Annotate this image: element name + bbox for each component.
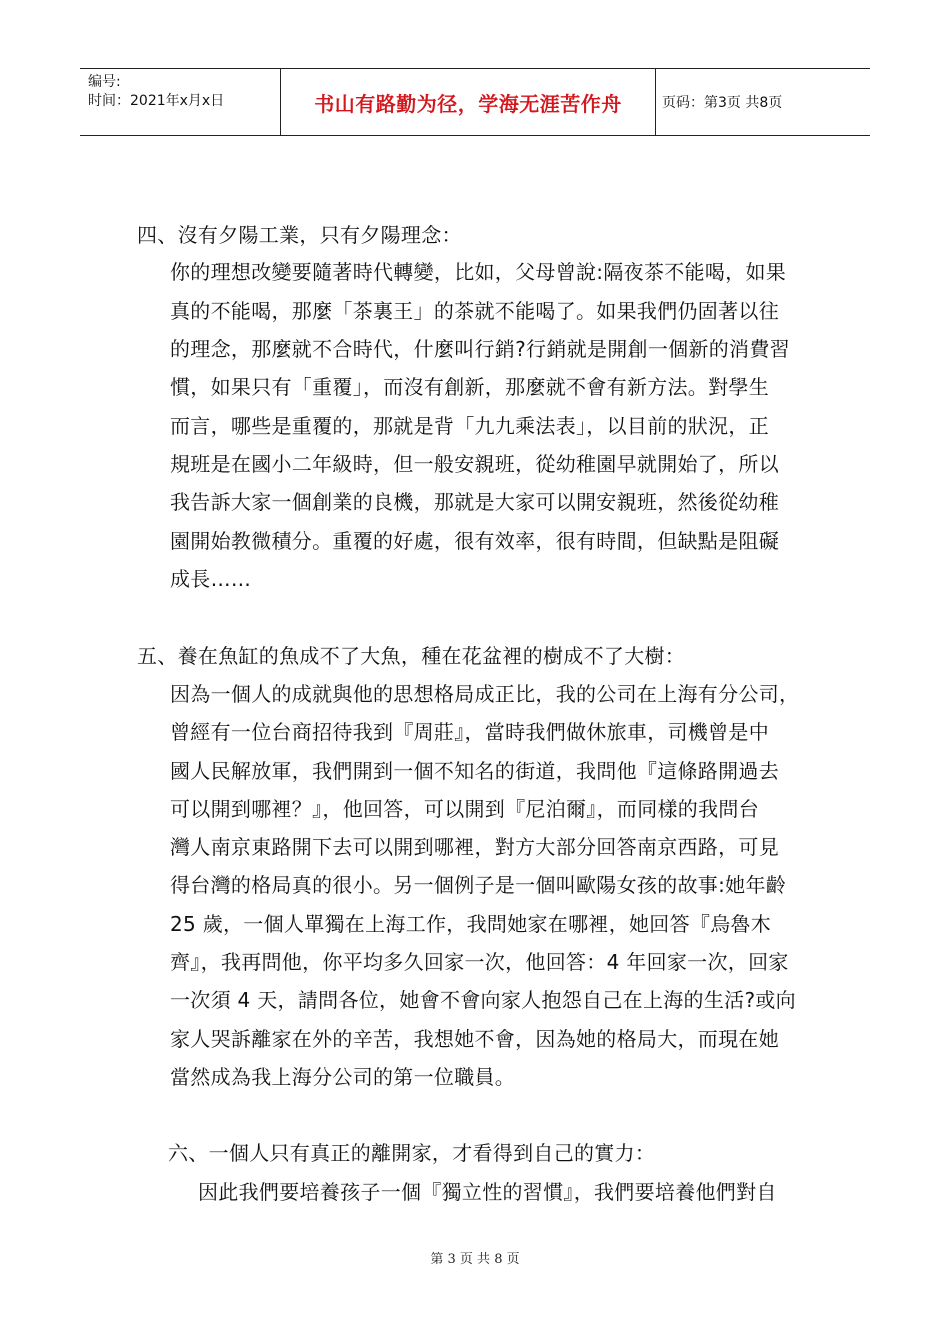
section5-line: 灣人南京東路開下去可以開到哪裡，對方大部分回答南京西路，可見 (170, 835, 779, 859)
section4-line: 園開始教微積分。重覆的好處，很有效率，很有時間，但缺點是阻礙 (170, 529, 779, 553)
section5-line: 因為一個人的成就與他的思想格局成正比，我的公司在上海有分公司， (170, 682, 800, 706)
section4-line: 而言，哪些是重覆的，那就是背「九九乘法表」，以目前的狀況，正 (170, 414, 769, 438)
section4-line: 成長…… (170, 567, 252, 591)
page-header (80, 68, 870, 136)
section4-line: 真的不能喝，那麼「茶裏王」的茶就不能喝了。如果我們仍固著以往 (170, 299, 779, 323)
section4-line: 規班是在國小二年級時，但一般安親班，從幼稚園早就開始了，所以 (170, 452, 779, 476)
section5-heading: 五、養在魚缸的魚成不了大魚，種在花盆裡的樹成不了大樹： (137, 644, 686, 668)
section5-line: 國人民解放軍，我們開到一個不知名的街道，我問他『這條路開過去 (170, 759, 779, 783)
header-page-code: 页码：第3页 共8页 (662, 95, 783, 111)
section4-line: 慣，如果只有「重覆」，而沒有創新，那麼就不會有新方法。對學生 (170, 375, 769, 399)
section4-heading: 四、沒有夕陽工業，只有夕陽理念： (137, 223, 462, 247)
header-meta (80, 69, 281, 135)
section6-heading: 六、一個人只有真正的離開家，才看得到自己的實力： (168, 1141, 656, 1165)
section5-line: 可以開到哪裡？』，他回答，可以開到『尼泊爾』，而同樣的我問台 (170, 797, 759, 821)
section4-line: 我告訴大家一個創業的良機，那就是大家可以開安親班，然後從幼稚 (170, 490, 779, 514)
section5-line: 齊』，我再問他，你平均多久回家一次，他回答：4 年回家一次，回家 (170, 950, 789, 974)
section5-line: 一次須 4 天，請問各位，她會不會向家人抱怨自己在上海的生活?或向 (170, 988, 796, 1012)
section5-line: 家人哭訴離家在外的辛苦，我想她不會，因為她的格局大，而現在她 (170, 1027, 779, 1051)
section5-line: 得台灣的格局真的很小。另一個例子是一個叫歐陽女孩的故事:她年齡 (170, 873, 787, 897)
page-footer: 第 3 页 共 8 页 (430, 1252, 520, 1267)
number-label: 编号: (88, 74, 121, 90)
time-label: 时间：2021年x月x日 (88, 93, 225, 109)
section4-line: 你的理想改變要隨著時代轉變，比如，父母曾說:隔夜茶不能喝，如果 (170, 260, 787, 284)
header-motto: 书山有路勤为径，学海无涯苦作舟 (281, 69, 656, 135)
section4-line: 的理念，那麼就不合時代，什麼叫行銷?行銷就是開創一個新的消費習 (170, 337, 790, 361)
section5-line: 當然成為我上海分公司的第一位職員。 (170, 1065, 516, 1089)
section6-line: 因此我們要培養孩子一個『獨立性的習慣』，我們要培養他們對自 (198, 1180, 777, 1204)
section5-line: 曾經有一位台商招待我到『周莊』，當時我們做休旅車，司機曾是中 (170, 720, 769, 744)
section5-line: 25 歲，一個人單獨在上海工作，我問她家在哪裡，她回答『烏魯木 (170, 912, 772, 936)
